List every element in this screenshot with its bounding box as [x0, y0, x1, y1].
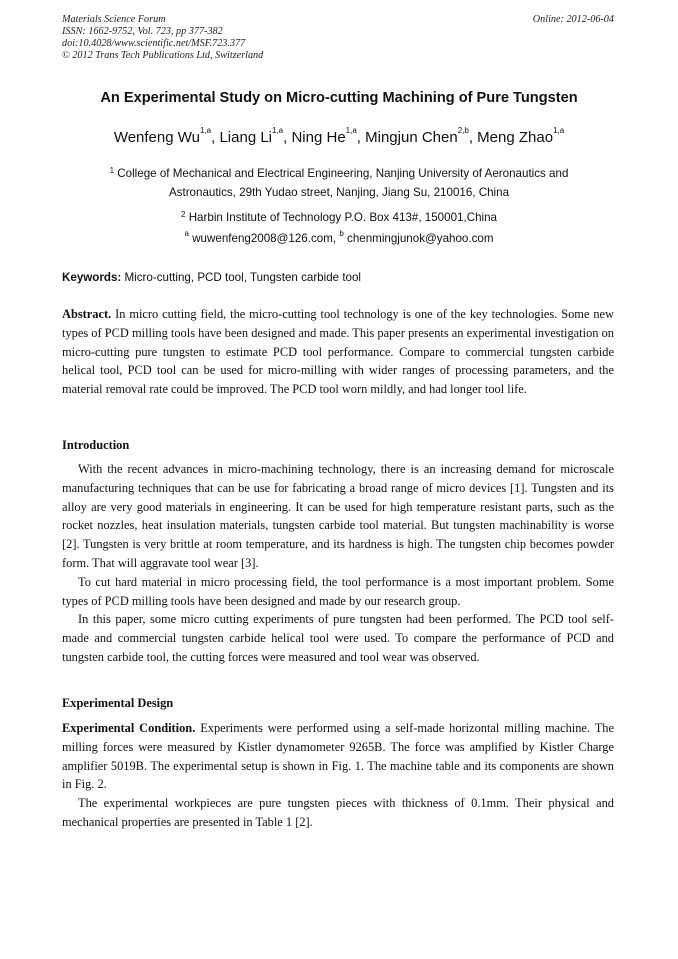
author-affiliation-mark: 1,a [345, 126, 357, 135]
author-affiliation-mark: 2,b [457, 126, 469, 135]
journal-header [62, 14, 614, 62]
affiliation-1-line2: Astronautics, 29th Yudao street, Nanjing, Jiang Su, 210016, China [168, 186, 510, 199]
author-name: Mingjun Chen [365, 129, 458, 146]
affiliation-1-line1: College of Mechanical and Electrical Engineering, Nanjing University of Aeronautics and [117, 167, 569, 180]
introduction-heading: Introduction [62, 438, 130, 452]
email-mark: b [339, 229, 344, 238]
affiliation-1 [40, 164, 638, 202]
paragraph: The experimental workpieces are pure tungsten pieces with thickness of 0.1mm. Their physical and mechanical properties are presented in Table 1 [2]. [62, 796, 614, 829]
affiliation-mark: 2 [181, 210, 186, 219]
abstract-label: Abstract. [62, 307, 112, 321]
doi-line: doi:10.4028/www.scientific.net/MSF.723.377 [62, 38, 246, 49]
email-b: chenmingjunok@yahoo.com [347, 232, 494, 245]
issn-line: ISSN: 1662-9752, Vol. 723, pp 377-382 [62, 26, 223, 37]
paragraph: To cut hard material in micro processing field, the tool performance is a most important problem. Some types of PCD milling tools have been designed and made by our research group. [62, 574, 614, 608]
condition-label: Experimental Condition. [62, 721, 196, 735]
keywords-label: Keywords: [62, 271, 122, 284]
keywords [62, 271, 614, 284]
copyright-line: © 2012 Trans Tech Publications Ltd, Switzerland [62, 50, 264, 61]
email-a: wuwenfeng2008@126.com, [192, 232, 337, 245]
author-affiliation-mark: 1,a [272, 126, 284, 135]
introduction-body [62, 460, 614, 667]
affiliation-2-text: Harbin Institute of Technology P.O. Box 413#, 150001,China [188, 211, 497, 224]
email-mark: a [184, 229, 189, 238]
paragraph: In this paper, some micro cutting experiments of pure tungsten had been performed. The PCD tool self-made and commercial tungsten carbide helical tool were used. To compare the performance of PCD and tungsten carbide tool, the cutting forces were measured and tool wear was observed. [62, 612, 614, 664]
author-name: Ning He [291, 129, 346, 146]
author-name: Liang Li [219, 129, 272, 146]
paragraph [62, 719, 614, 794]
abstract [62, 305, 614, 399]
author-name: Wenfeng Wu [113, 129, 200, 146]
paragraph: With the recent advances in micro-machining technology, there is an increasing demand for microscale manufacturing techniques that can be use for fabricating a broad range of micro devices [1]. Tungsten and its alloy are very good materials in engineering. It can be used for high temperature resistant parts, such as the rocket nozzles, heat insulation materials, tungsten carbide tool material. But tungsten machinability is worse [2]. Tungsten is very brittle at room temperature, and its hardness is high. The tungsten chip becomes powder form. That will aggravate tool wear [3]. [62, 462, 614, 570]
online-date: Online: 2012-06-04 [532, 14, 614, 25]
experimental-heading: Experimental Design [62, 696, 174, 710]
author-affiliation-mark: 1,a [199, 126, 212, 135]
affiliation-2 [40, 208, 638, 227]
journal-name: Materials Science Forum [62, 14, 166, 25]
affiliation-mark: 1 [109, 166, 115, 175]
condition-text: Experiments were performed using a self-made horizontal milling machine. The milling forces were measured by Kistler dynamometer 9265B. The force was amplified by Kistler Charge amplifier 5019B. The experimental setup is shown in Fig. 1. The machine table and its components are shown in Fig. 2. [62, 721, 614, 792]
paper-title: An Experimental Study on Micro-cutting Machining of Pure Tungsten [100, 90, 578, 106]
abstract-text: In micro cutting field, the micro-cutting tool technology is one of the key technologies. Some new types of PCD milling tools have been designed and made. This paper presents an experimental investigation on micro-cutting pure tungsten to estimate PCD tool performance. Compare to commercial tungsten carbide helical tool, PCD tool can be used for micro-milling with wider ranges of processing parameters, and the material removal rate could be improved. The PCD tool worn mildly, and had longer tool life. [62, 307, 614, 397]
author-emails [40, 229, 638, 245]
author-list: Wenfeng Wu$^{1,a}$, Liang Li$^{1,a}$, Ning He$^{1,a}$, Mingjun Chen$^{2,b}$, Meng Zhao$^{1,a}$ [113, 126, 565, 146]
experimental-body [62, 719, 614, 832]
publication-meta [62, 14, 614, 62]
author-name: Meng Zhao [477, 129, 554, 146]
keywords-text: Micro-cutting, PCD tool, Tungsten carbide tool [124, 271, 362, 284]
author-affiliation-mark: 1,a [553, 126, 565, 135]
